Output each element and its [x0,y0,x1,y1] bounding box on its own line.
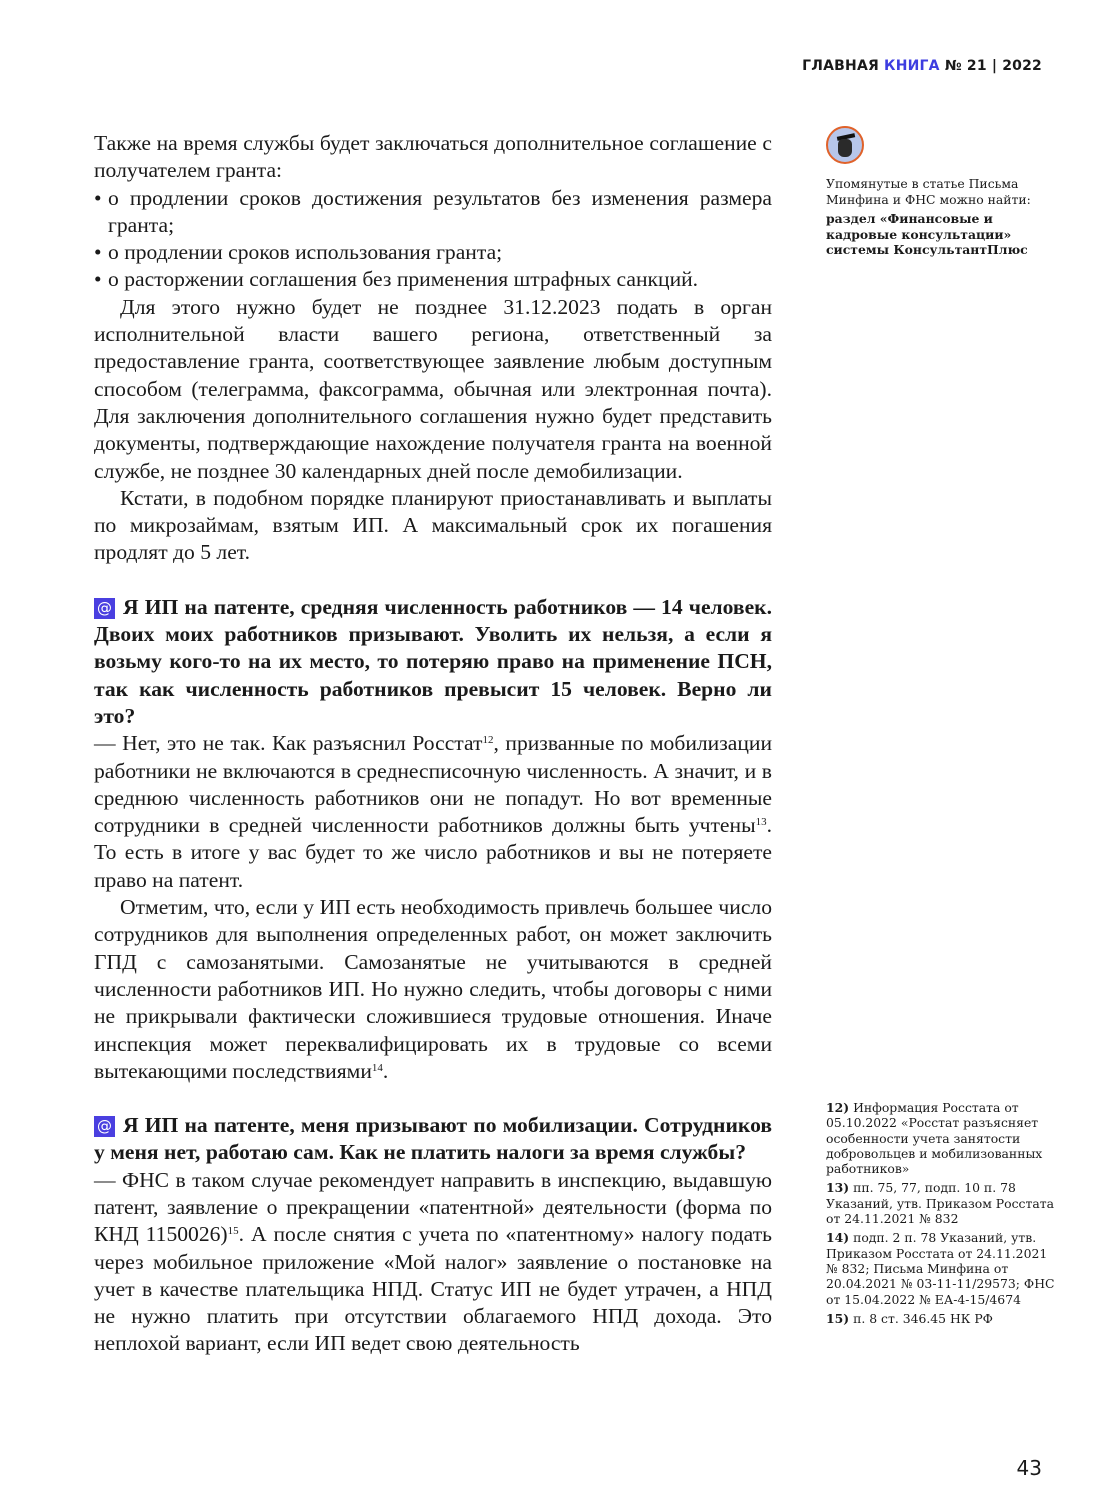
answer-text: , призванные по мобилизации работники не включаются в среднесписочную численность. А значит, и в среднюю численность работников они не попадут. Но вот временные сотрудники в средней численности работников должны быть учтены [94,731,772,838]
question [94,1112,772,1167]
article-body [94,130,772,1358]
question [94,594,772,730]
footnote-ref[interactable]: 15 [227,1225,239,1238]
paragraph: Кстати, в подобном порядке планируют приостанавливать и выплаты по микрозаймам, взятым ИП. А максимальный срок их погашения продлят до 5 лет. [94,485,772,565]
brand-name: ГЛАВНАЯ [802,58,879,74]
sidebar-note [826,126,1056,258]
footnote-number: 14) [826,1230,850,1246]
footnotes [826,1100,1056,1330]
intro-paragraph: Также на время службы будет заключаться дополнительное соглашение с получателем гранта: [94,131,772,183]
footnote-text: пп. 75, 77, подп. 10 п. 78 Указаний, утв. Приказом Росстата от 24.11.2021 № 832 [826,1180,1054,1227]
paragraph: Для этого нужно будет не позднее 31.12.2023 подать в орган исполнительной власти вашего региона, ответственный за предоставление гранта, соответствующее заявление любым доступным способом (телеграмма, факсограмма, обычная или электронная почта). Для заключения дополнительного соглашения нужно будет представить документы, подтверждающие нахождение получателя гранта на военной службе, не позднее 30 календарных дней после демобилизации. [94,294,772,483]
question-text: Я ИП на патенте, меня призывают по мобилизации. Сотрудников у меня нет, работаю сам. Как не платить налоги за время службы? [94,1113,772,1165]
answer [94,1167,772,1358]
list-item: • о продлении сроков достижения результатов без изменения размера гранта; [94,185,772,240]
question-text: Я ИП на патенте, средняя численность работников — 14 человек. Двоих моих работников призывают. Уволить их нельзя, а если я возьму кого-то на их место, то потеряю право на применение ПСН, так как численность работников превысит 15 человек. Верно ли это? [94,594,772,728]
at-icon: @ [94,1116,115,1137]
footnote [826,1230,1056,1306]
sidebar-bold-text: раздел «Финансовые и кадровые консультации» системы КонсультантПлюс [826,211,1028,257]
footnote-text: подп. 2 п. 78 Указаний, утв. Приказом Росстата от 24.11.2021 № 832; Письма Минфина от 20.04.2021 № 03-11-11/29573; ФНС от 15.04.2022 № ЕА-4-15/4674 [826,1230,1055,1307]
footnote-number: 12) [826,1100,850,1115]
footnote [826,1180,1056,1226]
answer-text: . А после снятия с учета по «патентному» налогу подать через мобильное приложение «Мой налог» заявление о постановке на учет в качестве плательщика НПД. Статус ИП не будет утрачен, а НПД не нужно платить при отсутствии облагаемого НПД дохода. Это неплохой вариант, если ИП ведет свою деятельность [94,1222,772,1356]
footnote-ref[interactable]: 13 [755,816,767,829]
paragraph-text: Отметим, что, если у ИП есть необходимость привлечь большее число сотрудников для выполнения определенных работ, он может заключить ГПД с самозанятыми. Самозанятые не учитываются в средней численности работников ИП. Но нужно следить, чтобы договоры с ними не прикрывали фактически сложившиеся трудовые отношения. Иначе инспекция может переквалифицировать их в трудовые со всеми вытекающими последствиями [94,895,772,1083]
footnote-text: Информация Росстата от 05.10.2022 «Росстат разъясняет особенности учета занятости добровольцев и мобилизованных работников» [826,1100,1043,1177]
list-item: • о расторжении соглашения без применения штрафных санкций. [94,266,772,293]
at-icon: @ [94,598,115,619]
issue-number: № 21 | 2022 [944,58,1042,74]
bullet-list [94,185,772,294]
punctuation: . [382,1058,389,1083]
answer-text: — Нет, это не так. Как разъяснил Росстат [94,731,483,756]
professor-avatar-icon [826,126,864,164]
list-item: • о продлении сроков использования гранта; [94,239,772,266]
answer [94,730,772,894]
brand-accent: КНИГА [884,58,940,74]
footnote-number: 15) [826,1310,850,1326]
answer-text: . То есть в итоге у вас будет то же число работников и вы не потеряете право на патент. [94,813,772,892]
sidebar-text: Упомянутые в статье Письма Минфина и ФНС можно найти: [826,176,1031,207]
page-number: 43 [1016,1456,1042,1480]
footnote-ref[interactable]: 12 [482,734,494,747]
footnote [826,1100,1056,1176]
footnote [826,1311,1056,1326]
footnote-number: 13) [826,1180,850,1196]
answer-text: — ФНС в таком случае рекомендует направить в инспекцию, выдавшую патент, заявление о прекращении «патентной» деятельности (форма по КНД 1150026) [94,1167,772,1247]
paragraph [94,894,772,1085]
magazine-header [802,58,1042,74]
footnote-ref[interactable]: 14 [371,1061,383,1074]
footnote-text: п. 8 ст. 346.45 НК РФ [853,1310,993,1326]
